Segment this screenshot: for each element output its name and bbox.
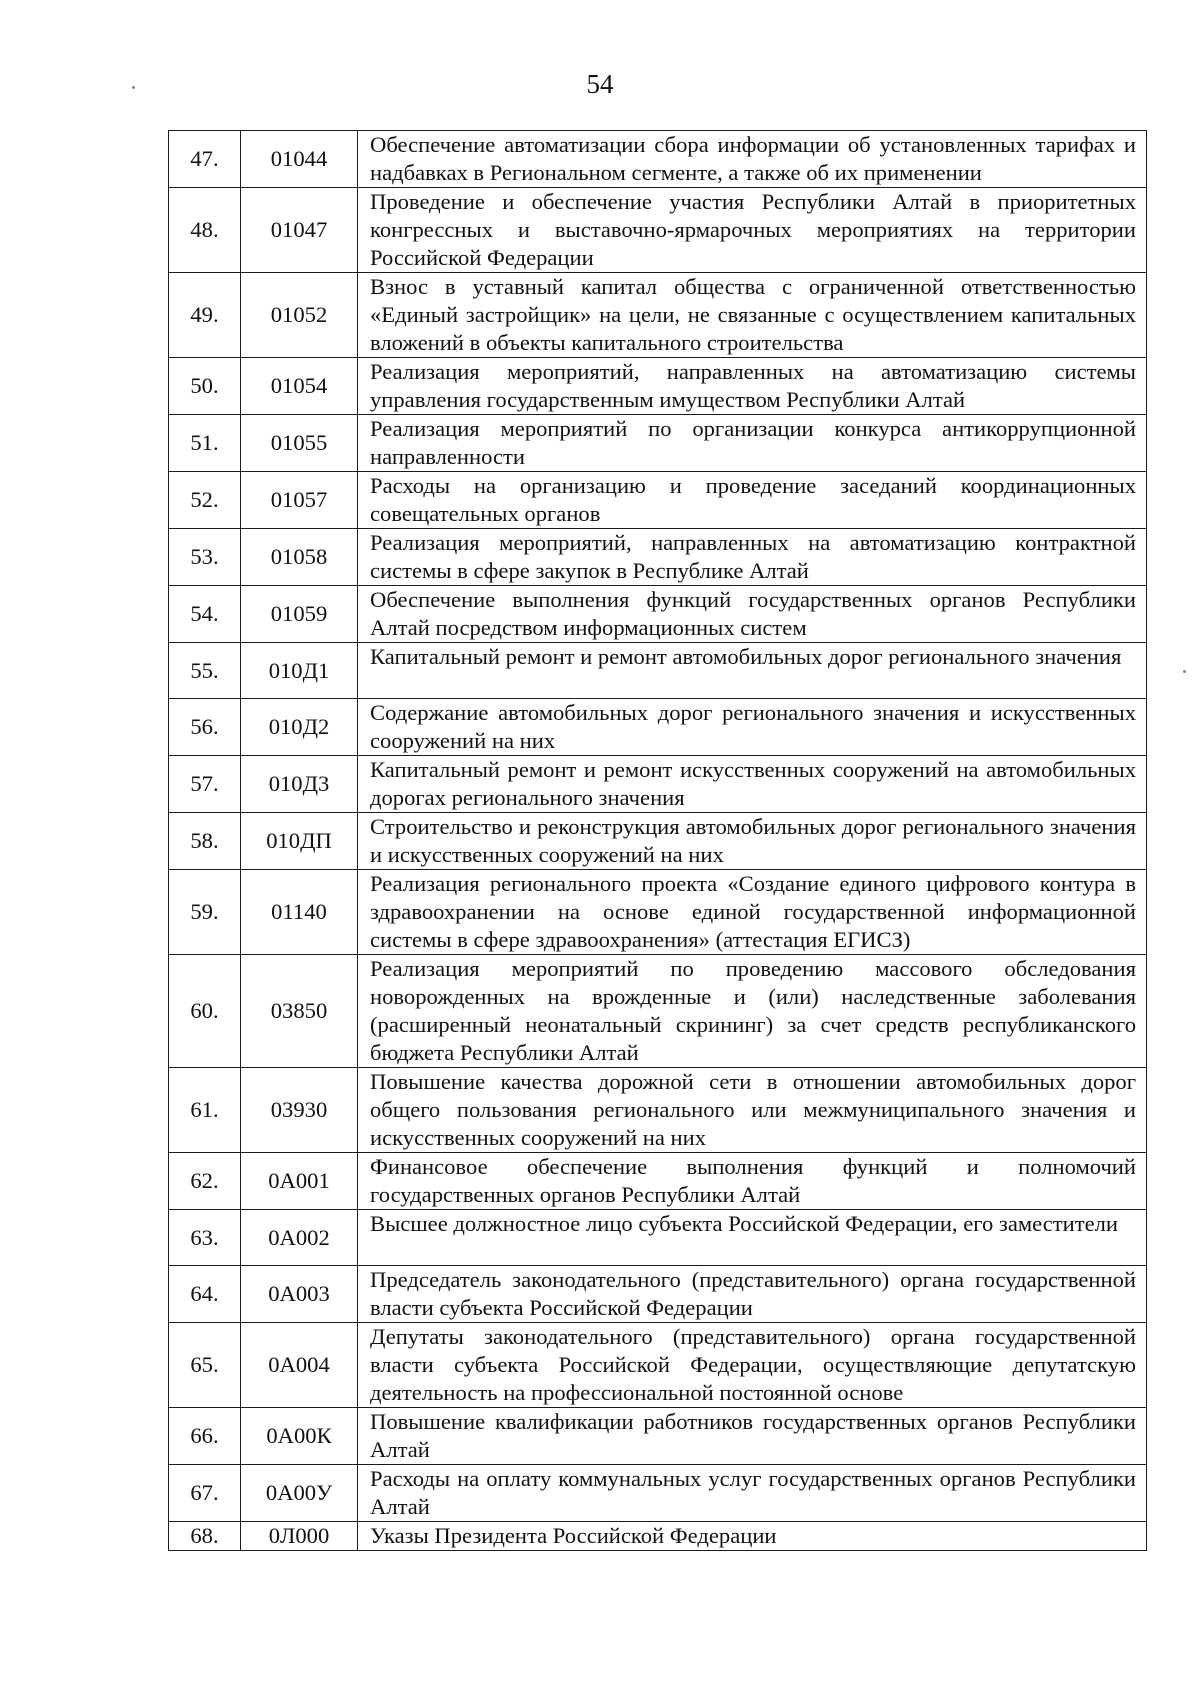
table-row bbox=[169, 699, 1147, 756]
row-code: 0А00К bbox=[241, 1408, 358, 1465]
row-description: Содержание автомобильных дорог регионального значения и искусственных сооружений на них bbox=[358, 699, 1147, 756]
table-row bbox=[169, 529, 1147, 586]
row-description: Расходы на оплату коммунальных услуг государственных органов Республики Алтай bbox=[358, 1465, 1147, 1522]
row-description: Высшее должностное лицо субъекта Российской Федерации, его заместители bbox=[358, 1210, 1147, 1266]
row-code: 010Д3 bbox=[241, 756, 358, 813]
row-code: 01055 bbox=[241, 415, 358, 472]
row-number: 49. bbox=[169, 273, 241, 358]
row-description: Реализация мероприятий, направленных на автоматизацию контрактной системы в сфере закупок в Республике Алтай bbox=[358, 529, 1147, 586]
row-code: 01140 bbox=[241, 870, 358, 955]
table-row bbox=[169, 1323, 1147, 1408]
table-row bbox=[169, 415, 1147, 472]
row-number: 47. bbox=[169, 131, 241, 188]
row-code: 01047 bbox=[241, 188, 358, 273]
row-code: 0А004 bbox=[241, 1323, 358, 1408]
table-row bbox=[169, 870, 1147, 955]
budget-codes-table bbox=[168, 130, 1147, 1551]
row-number: 60. bbox=[169, 955, 241, 1068]
row-description: Депутаты законодательного (представительного) органа государственной власти субъекта Российской Федерации, осуществляющие депутатскую деятельность на профессиональной постоянной основе bbox=[358, 1323, 1147, 1408]
row-number: 50. bbox=[169, 358, 241, 415]
row-description: Реализация мероприятий по проведению массового обследования новорожденных на врожденные и (или) наследственные заболевания (расширенный неонатальный скрининг) за счет средств республиканского бюджета Республики Алтай bbox=[358, 955, 1147, 1068]
row-code: 010ДП bbox=[241, 813, 358, 870]
table-row bbox=[169, 1408, 1147, 1465]
scan-speck bbox=[132, 86, 135, 89]
row-description: Капитальный ремонт и ремонт автомобильных дорог регионального значения bbox=[358, 643, 1147, 699]
table-row bbox=[169, 1465, 1147, 1522]
row-number: 54. bbox=[169, 586, 241, 643]
row-description: Реализация регионального проекта «Создание единого цифрового контура в здравоохранении на основе единой государственной информационной системы в сфере здравоохранения» (аттестация ЕГИСЗ) bbox=[358, 870, 1147, 955]
row-code: 01059 bbox=[241, 586, 358, 643]
row-code: 01044 bbox=[241, 131, 358, 188]
row-number: 66. bbox=[169, 1408, 241, 1465]
table-row bbox=[169, 131, 1147, 188]
row-code: 0А00У bbox=[241, 1465, 358, 1522]
row-description: Взнос в уставный капитал общества с ограниченной ответственностью «Единый застройщик» на цели, не связанные с осуществлением капитальных вложений в объекты капитального строительства bbox=[358, 273, 1147, 358]
row-description: Указы Президента Российской Федерации bbox=[358, 1522, 1147, 1551]
row-number: 55. bbox=[169, 643, 241, 699]
row-description: Повышение квалификации работников государственных органов Республики Алтай bbox=[358, 1408, 1147, 1465]
table-row bbox=[169, 273, 1147, 358]
table-row bbox=[169, 1068, 1147, 1153]
row-description: Капитальный ремонт и ремонт искусственных сооружений на автомобильных дорогах регионального значения bbox=[358, 756, 1147, 813]
row-code: 0А003 bbox=[241, 1266, 358, 1323]
row-code: 03850 bbox=[241, 955, 358, 1068]
row-description: Повышение качества дорожной сети в отношении автомобильных дорог общего пользования регионального или межмуниципального значения и искусственных сооружений на них bbox=[358, 1068, 1147, 1153]
row-number: 62. bbox=[169, 1153, 241, 1210]
row-code: 0Л000 bbox=[241, 1522, 358, 1551]
row-description: Реализация мероприятий по организации конкурса антикоррупционной направленности bbox=[358, 415, 1147, 472]
row-code: 01052 bbox=[241, 273, 358, 358]
table-row bbox=[169, 1522, 1147, 1551]
row-code: 010Д1 bbox=[241, 643, 358, 699]
row-code: 0А001 bbox=[241, 1153, 358, 1210]
row-description: Обеспечение выполнения функций государственных органов Республики Алтай посредством информационных систем bbox=[358, 586, 1147, 643]
row-description: Обеспечение автоматизации сбора информации об установленных тарифах и надбавках в Региональном сегменте, а также об их применении bbox=[358, 131, 1147, 188]
table-row bbox=[169, 358, 1147, 415]
row-code: 01057 bbox=[241, 472, 358, 529]
table-row bbox=[169, 1210, 1147, 1266]
table-row bbox=[169, 1266, 1147, 1323]
row-description: Расходы на организацию и проведение заседаний координационных совещательных органов bbox=[358, 472, 1147, 529]
page-number: 54 bbox=[586, 69, 614, 99]
row-code: 010Д2 bbox=[241, 699, 358, 756]
row-number: 57. bbox=[169, 756, 241, 813]
row-description: Проведение и обеспечение участия Республики Алтай в приоритетных конгрессных и выставочно-ярмарочных мероприятиях на территории Российской Федерации bbox=[358, 188, 1147, 273]
row-code: 01054 bbox=[241, 358, 358, 415]
table-row bbox=[169, 643, 1147, 699]
table-row bbox=[169, 188, 1147, 273]
scan-speck bbox=[1183, 670, 1186, 673]
row-number: 53. bbox=[169, 529, 241, 586]
table-row bbox=[169, 813, 1147, 870]
row-description: Строительство и реконструкция автомобильных дорог регионального значения и искусственных сооружений на них bbox=[358, 813, 1147, 870]
row-code: 0А002 bbox=[241, 1210, 358, 1266]
row-number: 65. bbox=[169, 1323, 241, 1408]
row-number: 51. bbox=[169, 415, 241, 472]
table-row bbox=[169, 586, 1147, 643]
row-number: 59. bbox=[169, 870, 241, 955]
row-number: 63. bbox=[169, 1210, 241, 1266]
row-number: 61. bbox=[169, 1068, 241, 1153]
row-code: 01058 bbox=[241, 529, 358, 586]
table-row bbox=[169, 756, 1147, 813]
row-description: Финансовое обеспечение выполнения функций и полномочий государственных органов Республики Алтай bbox=[358, 1153, 1147, 1210]
row-code: 03930 bbox=[241, 1068, 358, 1153]
row-number: 48. bbox=[169, 188, 241, 273]
row-number: 52. bbox=[169, 472, 241, 529]
table-row bbox=[169, 472, 1147, 529]
row-number: 67. bbox=[169, 1465, 241, 1522]
row-number: 56. bbox=[169, 699, 241, 756]
table-row bbox=[169, 955, 1147, 1068]
row-number: 68. bbox=[169, 1522, 241, 1551]
row-description: Реализация мероприятий, направленных на автоматизацию системы управления государственным имуществом Республики Алтай bbox=[358, 358, 1147, 415]
row-number: 58. bbox=[169, 813, 241, 870]
row-description: Председатель законодательного (представительного) органа государственной власти субъекта Российской Федерации bbox=[358, 1266, 1147, 1323]
table-row bbox=[169, 1153, 1147, 1210]
row-number: 64. bbox=[169, 1266, 241, 1323]
